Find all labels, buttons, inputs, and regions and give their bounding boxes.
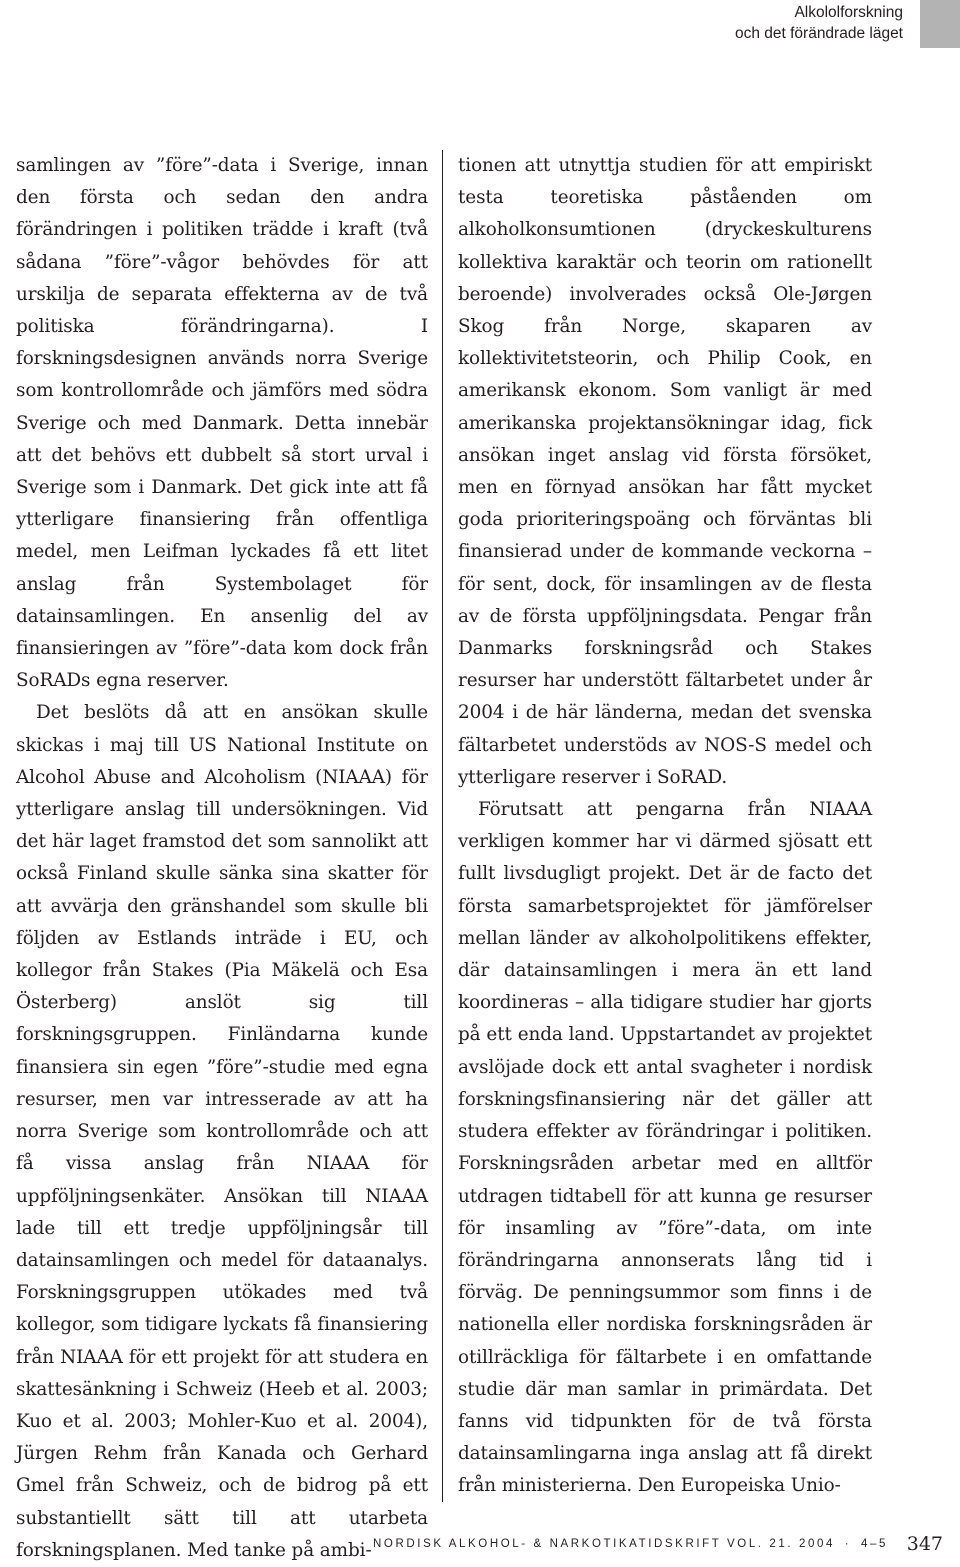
paragraph: Förutsatt att pengarna från NIAAA verkligen kommer har vi därmed sjösatt ett fullt livsdugligt projekt. Det är de facto det första samarbetsprojektet för jämförelser mellan länder av alkoholpolitikens effekter, där datainsamlingen i mera än ett land koordineras – alla tidigare studier har gjorts på ett enda land. Uppstartandet av projektet avslöjade dock ett antal svagheter i nordisk forskningsfinansiering när det gäller att studera effekter av förändringar i politiken. Forskningsråden arbetar med en alltför utdragen tidtabell för att kunna ge resurser för insamling av ”före”-data, om inte förändringarna annonserats lång tid i förväg. De penningsummor som finns i de nationella eller nordiska forskningsråden är otillräckliga för fältarbete i en omfattande studie där man samlar in primärdata. Det fanns vid tidpunkten för de två första datainsamlingarna inga anslag att få direkt från ministerierna. Den Europeiska Unio- [458,799,872,1497]
paragraph: Det beslöts då att en ansökan skulle skickas i maj till US National Institute on Alcohol Abuse and Alcoholism (NIAAA) för ytterligare anslag till undersökningen. Vid det här laget framstod det som sannolikt att också Finland skulle sänka sina skatter för att avvärja den gränshandel som skulle bli följden av Estlands inträde i EU, och kollegor från Stakes (Pia Mäkelä och Esa Österberg) anslöt sig till forskningsgruppen. Finländarna kunde finansiera sin egen ”före”-studie med egna resurser, men var intresserade av att ha norra Sverige som kontrollområde och att få vissa anslag från NIAAA för uppföljningsenkäter. Ansökan till NIAAA lade till ett tredje uppföljningsår till datainsamlingen och medel för dataanalys. Forskningsgruppen utökades med två kollegor, som tidigare lyckats få finansiering från NIAAA för ett projekt för att studera en skattesänkning i Schweiz (Heeb et al. 2003; Kuo et al. 2003; Mohler-Kuo et al. 2004), Jürgen Rehm från Kanada och Gerhard Gmel från Schweiz, och de bidrog på ett substantiellt sätt till att utarbeta forskningsplanen. Med tanke på ambi- [16,702,428,1561]
left-column [16,150,428,1567]
running-header-title: Alkololforskning [794,4,903,21]
journal-name: NORDISK ALKOHOL- & NARKOTIKATIDSKRIFT [373,1538,722,1550]
running-header-subtitle: och det förändrade läget [734,25,903,42]
page-number: 347 [906,1533,943,1555]
right-column [458,150,872,1503]
column-divider [442,150,443,1502]
running-header [735,2,903,44]
footer-separator: · [844,1538,852,1550]
paragraph: tionen att utnyttja studien för att empiriskt testa teoretiska påståenden om alkoholkonsumtionen (dryckeskulturens kollektiva karaktär och teorin om rationellt beroende) involverades också Ole-Jørgen Skog från Norge, skaparen av kollektivitetsteorin, och Philip Cook, en amerikansk ekonom. Som vanligt är med amerikanska projektansökningar idag, fick ansökan inget anslag vid första försöket, men en förnyad ansökan har fått mycket goda prioriteringspoäng och förväntas bli finansierad under de kommande veckorna – för sent, dock, för insamlingen av de flesta av de första uppföljningsdata. Pengar från Danmarks forskningsråd och Stakes resurser har understött fältarbetet under år 2004 i de här länderna, medan det svenska fältarbetet understöds av NOS-S medel och ytterligare reserver i SoRAD. [458,155,872,788]
journal-volume: VOL. 21. 2004 [727,1538,835,1550]
header-tab-marker [920,0,960,48]
journal-issue: 4–5 [861,1538,888,1550]
journal-footer [373,1537,888,1551]
paragraph: samlingen av ”före”-data i Sverige, innan den första och sedan den andra förändringen i politiken trädde i kraft (två sådana ”före”-vågor behövdes för att urskilja de separata effekterna av de två politiska förändringarna). I forskningsdesignen används norra Sverige som kontrollområde och jämförs med södra Sverige och med Danmark. Detta innebär att det behövs ett dubbelt så stort urval i Sverige som i Danmark. Det gick inte att få ytterligare finansiering från offentliga medel, men Leifman lyckades få ett litet anslag från Systembolaget för datainsamlingen. En ansenlig del av finansieringen av ”före”-data kom dock från SoRADs egna reserver. [16,155,428,692]
